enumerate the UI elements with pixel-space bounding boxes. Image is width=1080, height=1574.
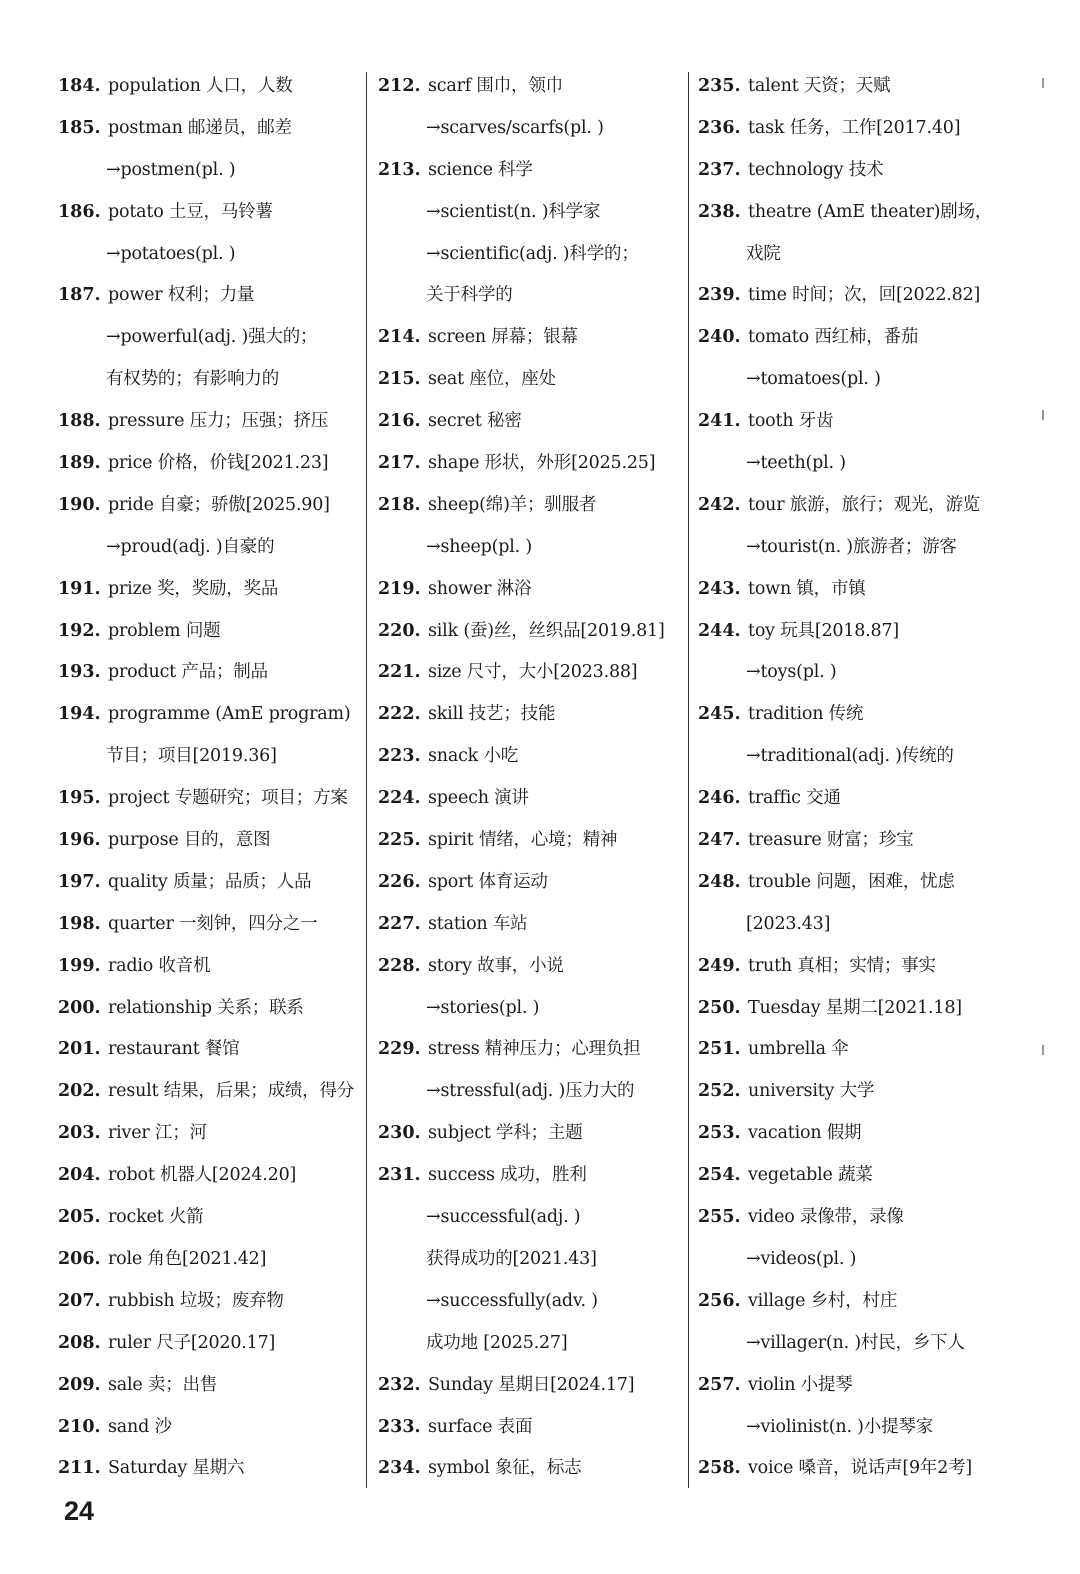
entry-text: symbol 象征，标志 — [428, 1458, 582, 1479]
vocab-entry — [58, 1071, 378, 1113]
entry-number: 196. — [58, 830, 101, 851]
vocab-entry — [378, 359, 698, 401]
entry-number: 190. — [58, 494, 101, 515]
vocab-entry — [378, 150, 698, 192]
entry-number: 187. — [58, 285, 101, 306]
vocab-entry — [58, 1281, 378, 1323]
vocab-entry-continuation — [698, 234, 1018, 276]
vocab-entry — [698, 1155, 1018, 1197]
vocab-entry — [378, 611, 698, 653]
vocab-entry — [378, 862, 698, 904]
entry-number: 234. — [378, 1458, 421, 1479]
entry-text: →stories(pl. ) — [426, 997, 540, 1018]
vocab-entry-continuation — [58, 317, 378, 359]
entry-text: violin 小提琴 — [748, 1374, 853, 1395]
vocab-entry — [58, 66, 378, 108]
entry-text: snack 小吃 — [428, 746, 519, 767]
vocab-entry — [378, 1407, 698, 1449]
entry-text: →scientist(n. )科学家 — [426, 201, 601, 222]
entry-text: →powerful(adj. )强大的； — [106, 327, 318, 348]
entry-number: 194. — [58, 704, 101, 725]
vocab-entry — [58, 1407, 378, 1449]
vocab-entry — [698, 946, 1018, 988]
vocab-entry — [378, 946, 698, 988]
entry-text: role 角色[2021.42] — [108, 1248, 267, 1269]
vocab-entry — [698, 1029, 1018, 1071]
entry-text: 有权势的；有影响力的 — [106, 369, 279, 390]
entry-number: 208. — [58, 1332, 101, 1353]
vocab-entry-continuation — [58, 150, 378, 192]
entry-text: →successful(adj. ) — [426, 1207, 581, 1228]
vocab-entry — [58, 611, 378, 653]
entry-number: 238. — [698, 201, 741, 222]
entry-number: 225. — [378, 830, 421, 851]
entry-text: shape 形状，外形[2025.25] — [428, 453, 656, 474]
entry-number: 233. — [378, 1416, 421, 1437]
entry-number: 219. — [378, 578, 421, 599]
vocab-entry — [58, 778, 378, 820]
vocab-entry — [698, 192, 1018, 234]
entry-text: vacation 假期 — [748, 1123, 862, 1144]
vocab-entry — [378, 820, 698, 862]
vocab-entry-continuation — [698, 359, 1018, 401]
entry-text: size 尺寸，大小[2023.88] — [428, 662, 638, 683]
entry-text: pressure 压力；压强；挤压 — [108, 411, 329, 432]
vocab-entry — [58, 820, 378, 862]
vocab-entry — [58, 192, 378, 234]
vocab-entry — [698, 1448, 1018, 1490]
entry-text: →villager(n. )村民，乡下人 — [746, 1332, 965, 1353]
entry-text: shower 淋浴 — [428, 578, 532, 599]
vocab-entry-continuation — [378, 1323, 698, 1365]
vocab-entry-continuation — [698, 1407, 1018, 1449]
entry-text: 节目；项目[2019.36] — [106, 746, 277, 767]
entry-text: subject 学科；主题 — [428, 1123, 583, 1144]
entry-text: problem 问题 — [108, 620, 221, 641]
entry-text: purpose 目的，意图 — [108, 830, 271, 851]
entry-text: vegetable 蔬菜 — [748, 1165, 873, 1186]
vocab-entry-continuation — [378, 192, 698, 234]
entry-text: 关于科学的 — [426, 285, 513, 306]
vocab-entry-continuation — [378, 527, 698, 569]
entry-text: umbrella 伞 — [748, 1039, 849, 1060]
entry-text: success 成功，胜利 — [428, 1165, 587, 1186]
vocab-entry-continuation — [698, 1323, 1018, 1365]
entry-text: 成功地 [2025.27] — [426, 1332, 568, 1353]
vocab-entry-continuation — [378, 108, 698, 150]
vocab-entry — [698, 569, 1018, 611]
vocab-entry-continuation — [378, 1197, 698, 1239]
entry-number: 231. — [378, 1165, 421, 1186]
entry-number: 256. — [698, 1290, 741, 1311]
entry-text: tradition 传统 — [748, 704, 864, 725]
vocab-entry — [58, 652, 378, 694]
entry-text: →scientific(adj. )科学的； — [426, 243, 639, 264]
vocab-entry — [378, 694, 698, 736]
vocab-entry — [698, 988, 1018, 1030]
entry-text: restaurant 餐馆 — [108, 1039, 240, 1060]
vocab-entry-continuation — [58, 736, 378, 778]
entry-text: town 镇，市镇 — [748, 578, 866, 599]
column-divider — [688, 72, 689, 1488]
vocab-entry — [58, 1365, 378, 1407]
column-divider — [366, 72, 367, 1488]
entry-number: 241. — [698, 411, 741, 432]
entry-number: 258. — [698, 1458, 741, 1479]
entry-text: toy 玩具[2018.87] — [748, 620, 900, 641]
entry-text: trouble 问题，困难，忧虑 — [748, 871, 955, 892]
column-2 — [378, 66, 698, 1490]
entry-number: 215. — [378, 369, 421, 390]
entry-number: 203. — [58, 1123, 101, 1144]
vocab-entry — [698, 1281, 1018, 1323]
entry-number: 206. — [58, 1248, 101, 1269]
entry-number: 251. — [698, 1039, 741, 1060]
vocab-entry — [698, 611, 1018, 653]
entry-text: programme (AmE program) — [108, 704, 351, 725]
vocab-entry — [58, 1239, 378, 1281]
vocab-entry — [698, 778, 1018, 820]
entry-number: 184. — [58, 76, 101, 96]
vocab-entry-continuation — [378, 1239, 698, 1281]
vocab-entry-continuation — [698, 527, 1018, 569]
entry-text: time 时间；次，回[2022.82] — [748, 285, 981, 306]
entry-number: 229. — [378, 1039, 421, 1060]
entry-number: 224. — [378, 788, 421, 809]
entry-number: 204. — [58, 1165, 101, 1186]
vocab-entry — [58, 443, 378, 485]
entry-text: river 江；河 — [108, 1123, 207, 1144]
entry-number: 257. — [698, 1374, 741, 1395]
vocab-entry — [378, 1365, 698, 1407]
entry-number: 223. — [378, 746, 421, 767]
vocab-entry-continuation — [378, 275, 698, 317]
vocab-entry — [698, 1365, 1018, 1407]
vocab-entry — [58, 904, 378, 946]
entry-text: secret 秘密 — [428, 411, 522, 432]
entry-text: radio 收音机 — [108, 955, 211, 976]
entry-text: Tuesday 星期二[2021.18] — [748, 997, 962, 1018]
entry-number: 230. — [378, 1123, 421, 1144]
entry-text: quarter 一刻钟，四分之一 — [108, 913, 318, 934]
entry-number: 247. — [698, 830, 741, 851]
vocab-entry — [58, 1029, 378, 1071]
vocab-entry — [378, 904, 698, 946]
entry-number: 221. — [378, 662, 421, 683]
entry-text: population 人口，人数 — [108, 76, 293, 96]
vocab-entry — [698, 862, 1018, 904]
entry-text: price 价格，价钱[2021.23] — [108, 453, 329, 474]
vocab-entry — [58, 108, 378, 150]
vocab-entry — [58, 401, 378, 443]
entry-text: theatre (AmE theater)剧场， — [748, 201, 993, 222]
vocab-entry-continuation — [698, 736, 1018, 778]
entry-text: →scarves/scarfs(pl. ) — [426, 117, 604, 138]
entry-number: 200. — [58, 997, 101, 1018]
entry-text: scarf 围巾，领巾 — [428, 76, 563, 96]
entry-number: 246. — [698, 788, 741, 809]
vocab-entry — [698, 1071, 1018, 1113]
vocab-entry — [378, 401, 698, 443]
entry-text: →postmen(pl. ) — [106, 159, 236, 180]
entry-number: 198. — [58, 913, 101, 934]
entry-number: 237. — [698, 159, 741, 180]
vocab-entry — [378, 66, 698, 108]
entry-number: 201. — [58, 1039, 101, 1060]
vocab-entry-continuation — [698, 652, 1018, 694]
entry-number: 207. — [58, 1290, 101, 1311]
vocab-entry-continuation — [378, 988, 698, 1030]
entry-text: potato 土豆，马铃薯 — [108, 201, 273, 222]
vocab-entry — [698, 401, 1018, 443]
vocab-entry-continuation — [698, 904, 1018, 946]
entry-text: postman 邮递员，邮差 — [108, 117, 292, 138]
entry-number: 250. — [698, 997, 741, 1018]
entry-text: [2023.43] — [746, 913, 831, 934]
vocab-entry-continuation — [58, 234, 378, 276]
entry-text: project 专题研究；项目；方案 — [108, 788, 348, 809]
vocab-entry — [378, 1029, 698, 1071]
vocab-entry — [378, 778, 698, 820]
entry-number: 216. — [378, 411, 421, 432]
vocab-entry — [698, 820, 1018, 862]
entry-text: pride 自豪；骄傲[2025.90] — [108, 494, 330, 515]
entry-number: 188. — [58, 411, 101, 432]
vocab-entry — [698, 1113, 1018, 1155]
entry-text: →sheep(pl. ) — [426, 536, 533, 557]
vocab-entry — [698, 108, 1018, 150]
entry-text: screen 屏幕；银幕 — [428, 327, 578, 348]
entry-text: station 车站 — [428, 913, 528, 934]
entry-text: →proud(adj. )自豪的 — [106, 536, 275, 557]
entry-number: 252. — [698, 1081, 741, 1102]
entry-number: 240. — [698, 327, 741, 348]
entry-text: village 乡村，村庄 — [748, 1290, 898, 1311]
entry-text: →teeth(pl. ) — [746, 453, 846, 474]
vocab-entry-continuation — [58, 527, 378, 569]
vocab-entry — [378, 1448, 698, 1490]
scan-mark — [1042, 410, 1044, 420]
entry-number: 243. — [698, 578, 741, 599]
entry-text: Sunday 星期日[2024.17] — [428, 1374, 635, 1395]
entry-number: 195. — [58, 788, 101, 809]
scan-mark — [1042, 1045, 1044, 1055]
vocab-entry — [378, 1155, 698, 1197]
entry-number: 213. — [378, 159, 421, 180]
entry-number: 217. — [378, 453, 421, 474]
vocab-entry — [378, 443, 698, 485]
vocab-entry-continuation — [378, 1071, 698, 1113]
vocab-entry — [58, 1113, 378, 1155]
entry-text: product 产品；制品 — [108, 662, 268, 683]
entry-text: sand 沙 — [108, 1416, 172, 1437]
entry-number: 212. — [378, 76, 421, 96]
entry-text: seat 座位，座处 — [428, 369, 556, 390]
vocab-entry — [698, 150, 1018, 192]
entry-text: tomato 西红柿，番茄 — [748, 327, 919, 348]
entry-number: 199. — [58, 955, 101, 976]
column-1 — [58, 66, 378, 1490]
entry-number: 227. — [378, 913, 421, 934]
entry-text: speech 演讲 — [428, 788, 529, 809]
vocab-entry — [58, 1197, 378, 1239]
entry-number: 255. — [698, 1207, 741, 1228]
vocab-entry — [58, 569, 378, 611]
entry-number: 191. — [58, 578, 101, 599]
entry-text: talent 天资；天赋 — [748, 76, 891, 96]
vocab-entry — [378, 736, 698, 778]
entry-text: Saturday 星期六 — [108, 1458, 245, 1479]
entry-number: 226. — [378, 871, 421, 892]
entry-number: 197. — [58, 871, 101, 892]
vocab-entry-continuation — [58, 359, 378, 401]
entry-number: 214. — [378, 327, 421, 348]
vocab-entry — [698, 1197, 1018, 1239]
entry-text: video 录像带，录像 — [748, 1207, 904, 1228]
vocab-entry-continuation — [378, 1281, 698, 1323]
entry-text: surface 表面 — [428, 1416, 533, 1437]
entry-text: skill 技艺；技能 — [428, 704, 556, 725]
vocab-entry — [58, 988, 378, 1030]
entry-text: →videos(pl. ) — [746, 1248, 857, 1269]
entry-number: 209. — [58, 1374, 101, 1395]
vocab-entry — [58, 694, 378, 736]
entry-text: technology 技术 — [748, 159, 884, 180]
entry-text: quality 质量；品质；人品 — [108, 871, 312, 892]
entry-text: stress 精神压力；心理负担 — [428, 1039, 641, 1060]
entry-number: 186. — [58, 201, 101, 222]
entry-text: task 任务，工作[2017.40] — [748, 117, 961, 138]
vocab-entry — [58, 862, 378, 904]
vocab-entry — [58, 1155, 378, 1197]
entry-number: 192. — [58, 620, 101, 641]
entry-text: →potatoes(pl. ) — [106, 243, 236, 264]
entry-text: tour 旅游，旅行；观光，游览 — [748, 494, 981, 515]
entry-text: 戏院 — [746, 243, 781, 264]
vocab-entry — [378, 569, 698, 611]
vocab-entry — [378, 1113, 698, 1155]
entry-text: sale 卖；出售 — [108, 1374, 218, 1395]
entry-text: silk (蚕)丝，丝织品[2019.81] — [428, 620, 665, 641]
entry-text: rocket 火箭 — [108, 1207, 204, 1228]
entry-text: traffic 交通 — [748, 788, 841, 809]
entry-number: 205. — [58, 1207, 101, 1228]
entry-number: 202. — [58, 1081, 101, 1102]
entry-text: prize 奖，奖励，奖品 — [108, 578, 279, 599]
entry-text: truth 真相；实情；事实 — [748, 955, 936, 976]
vocab-entry — [58, 275, 378, 317]
vocab-entry — [378, 652, 698, 694]
entry-text: →violinist(n. )小提琴家 — [746, 1416, 934, 1437]
entry-text: sheep(绵)羊；驯服者 — [428, 494, 597, 515]
vocab-entry — [58, 1323, 378, 1365]
entry-number: 242. — [698, 494, 741, 515]
entry-text: tooth 牙齿 — [748, 411, 834, 432]
page-number: 24 — [64, 1496, 95, 1526]
entry-text: rubbish 垃圾；废弃物 — [108, 1290, 284, 1311]
entry-number: 210. — [58, 1416, 101, 1437]
entry-number: 211. — [58, 1458, 101, 1479]
entry-text: university 大学 — [748, 1081, 875, 1102]
entry-text: story 故事，小说 — [428, 955, 564, 976]
scan-mark — [1042, 78, 1044, 88]
entry-text: science 科学 — [428, 159, 533, 180]
entry-number: 248. — [698, 871, 741, 892]
entry-text: →tourist(n. )旅游者；游客 — [746, 536, 957, 557]
entry-text: →traditional(adj. )传统的 — [746, 746, 954, 767]
entry-number: 228. — [378, 955, 421, 976]
entry-number: 220. — [378, 620, 421, 641]
vocab-entry — [698, 317, 1018, 359]
vocab-entry-continuation — [698, 1239, 1018, 1281]
entry-text: spirit 情绪，心境；精神 — [428, 830, 618, 851]
entry-number: 235. — [698, 76, 741, 96]
entry-number: 244. — [698, 620, 741, 641]
entry-text: treasure 财富；珍宝 — [748, 830, 914, 851]
entry-text: power 权利；力量 — [108, 285, 255, 306]
vocab-entry — [58, 1448, 378, 1490]
vocab-entry — [698, 275, 1018, 317]
entry-number: 185. — [58, 117, 101, 138]
entry-number: 245. — [698, 704, 741, 725]
entry-number: 189. — [58, 453, 101, 474]
entry-number: 236. — [698, 117, 741, 138]
entry-number: 218. — [378, 494, 421, 515]
vocab-entry — [58, 946, 378, 988]
entry-number: 222. — [378, 704, 421, 725]
entry-number: 193. — [58, 662, 101, 683]
vocab-entry — [58, 485, 378, 527]
entry-number: 253. — [698, 1123, 741, 1144]
vocab-entry — [378, 485, 698, 527]
entry-text: 获得成功的[2021.43] — [426, 1248, 597, 1269]
entry-text: ruler 尺子[2020.17] — [108, 1332, 276, 1353]
entry-text: voice 嗓音，说话声[9年2考] — [748, 1458, 973, 1479]
vocab-entry — [698, 66, 1018, 108]
entry-number: 249. — [698, 955, 741, 976]
entry-number: 254. — [698, 1165, 741, 1186]
vocab-entry — [698, 485, 1018, 527]
entry-text: result 结果，后果；成绩，得分 — [108, 1081, 355, 1102]
vocab-entry-continuation — [698, 443, 1018, 485]
vocab-entry — [378, 317, 698, 359]
column-3 — [698, 66, 1018, 1490]
vocab-entry — [698, 694, 1018, 736]
entry-text: →tomatoes(pl. ) — [746, 369, 881, 390]
entry-text: →successfully(adv. ) — [426, 1290, 598, 1311]
entry-number: 232. — [378, 1374, 421, 1395]
vocab-entry-continuation — [378, 234, 698, 276]
entry-text: →toys(pl. ) — [746, 662, 837, 683]
entry-text: relationship 关系；联系 — [108, 997, 304, 1018]
entry-text: sport 体育运动 — [428, 871, 548, 892]
entry-number: 239. — [698, 285, 741, 306]
entry-text: →stressful(adj. )压力大的 — [426, 1081, 635, 1102]
entry-text: robot 机器人[2024.20] — [108, 1165, 297, 1186]
